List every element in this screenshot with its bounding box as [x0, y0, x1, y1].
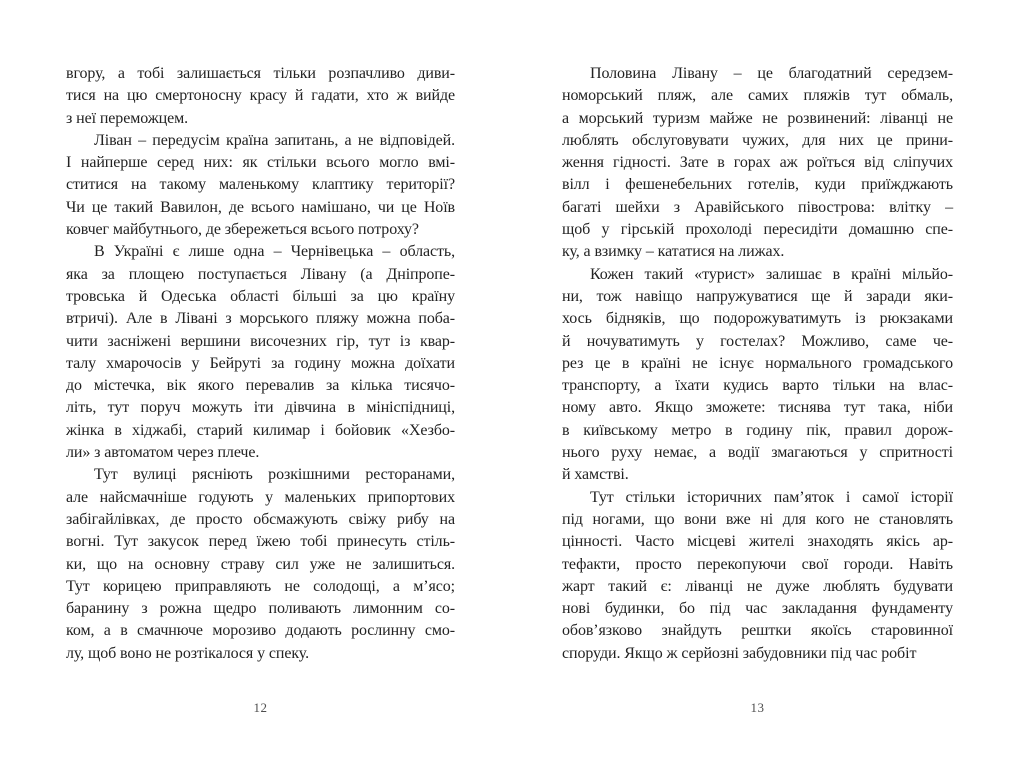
- text-line: обов’язково знайдуть рештки якоїсь старовинної: [562, 622, 953, 640]
- text-line: Чи це такий Вавилон, де всього намішано, чи це Ноїв: [66, 198, 455, 216]
- paragraph: [66, 130, 455, 241]
- text-line: хось бідняків, що подорожуватимуть із рюкзаками: [562, 310, 953, 328]
- text-line: ли» з автоматом через плече.: [66, 444, 260, 462]
- text-line: але найсмачніше годують у маленьких припортових: [66, 488, 455, 506]
- left-page-text-column: [66, 63, 455, 665]
- text-line: тровська й Одеська області більші за цю країну: [66, 287, 455, 305]
- text-line: жінка в хіджабі, старий килимар і бойовик «Хезбо-: [66, 421, 455, 439]
- right-page-text-column: [562, 63, 953, 665]
- text-line: з неї переможцем.: [66, 109, 189, 127]
- text-line: щоб у гірській прохолоді пересидіти домашню спе-: [562, 221, 953, 239]
- text-line: І найперше серед них: як стільки всього могло вмі-: [66, 154, 455, 172]
- text-line: вілл і фешенебельних готелів, куди приїжджають: [562, 176, 953, 194]
- text-line: й ночуватимуть у гостелах? Можливо, саме че-: [562, 332, 953, 350]
- text-line: ковчег майбутнього, де збережеться всього потроху?: [66, 221, 419, 239]
- text-line: ки, що на основну страву сил уже не залишиться.: [66, 555, 455, 573]
- text-line: талу хмарочосів у Бейруті за годину можна доїхати: [66, 354, 455, 372]
- text-line: цінності. Часто місцеві жителі знаходять якісь ар-: [562, 533, 953, 551]
- paragraph: [66, 464, 455, 665]
- text-line: лу, щоб воно не розтікалося у спеку.: [66, 644, 310, 662]
- text-line: ком, а в смачнюче морозиво додають рослинну смо-: [66, 622, 455, 640]
- text-line: яка за площею поступається Лівану (а Дніпропе-: [66, 265, 455, 283]
- text-line: ститися на такому маленькому клаптику території?: [66, 176, 455, 194]
- text-line: Половина Лівану – це благодатний середзем-: [590, 65, 953, 82]
- text-line: баранину з рожна щедро поливають лимонним со-: [66, 600, 455, 618]
- text-line: номорський пляж, але самих пляжів тут обмаль,: [562, 87, 953, 105]
- text-line: втричі). Але в Лівані з морського пляжу можна поба-: [66, 310, 455, 328]
- text-line: ження гідності. Зате в горах аж роїться від сліпучих: [562, 154, 953, 172]
- text-line: тефакти, просто перекопуючи свої городи. Навіть: [562, 555, 953, 573]
- text-line: вгору, а тобі залишається тільки розпачливо диви-: [66, 65, 455, 82]
- text-line: В Україні є лише одна – Чернівецька – область,: [94, 243, 455, 261]
- paragraph: [562, 63, 953, 264]
- text-line: ни, тож навіщо напружуватися ще й заради яки-: [562, 287, 953, 305]
- paragraph: [562, 264, 953, 487]
- text-line: Тут вулиці рясніють розкішними ресторанами,: [94, 466, 455, 484]
- text-line: під ногами, що вони вже ні для кого не становлять: [562, 510, 953, 528]
- text-line: нього руху немає, а водії змагаються у спритності: [562, 444, 953, 462]
- paragraph: [66, 63, 455, 130]
- text-line: транспорту, а їхати кудись варто тільки на влас-: [562, 377, 953, 395]
- paragraph: [562, 487, 953, 665]
- text-line: Тут стільки історичних пам’яток і самої історії: [590, 488, 953, 506]
- left-page-number: 12: [253, 700, 268, 715]
- text-line: люблять обслуговувати чужих, для них це прини-: [562, 131, 953, 149]
- text-line: а морський туризм майже не розвинений: ліванці не: [562, 109, 953, 127]
- text-line: багаті шейхи з Аравійського півострова: влітку –: [562, 198, 953, 216]
- text-line: споруди. Якщо ж серйозні забудовники під час робіт: [562, 644, 917, 662]
- text-line: й хамстві.: [562, 466, 629, 484]
- text-line: літь, тут поруч можуть іти дівчина в мініспідниці,: [66, 399, 455, 417]
- text-line: рез це в країні не існує нормального громадського: [562, 354, 953, 372]
- right-page-number: 13: [750, 700, 765, 715]
- text-line: до містечка, вік якого перевалив за кілька тисячо-: [66, 377, 455, 395]
- text-line: жарт такий є: ліванці не дуже люблять будувати: [562, 577, 953, 595]
- text-line: в київському метро в годину пік, правил дорож-: [562, 421, 953, 439]
- text-line: ному авто. Якщо зможете: тиснява тут така, ніби: [562, 399, 953, 417]
- text-line: Ліван – передусім країна запитань, а не відповідей.: [94, 131, 455, 149]
- text-line: забігайлівках, де просто обсмажують свіжу рибу на: [66, 510, 455, 528]
- text-line: тися на цю смертоносну красу й гадати, хто ж вийде: [66, 87, 455, 105]
- text-line: Тут корицею приправляють не солодощі, а м’ясо;: [66, 577, 455, 595]
- text-line: нові будинки, бо під час закладання фундаменту: [562, 600, 953, 618]
- text-line: чити засніжені вершини височезних гір, тут із квар-: [66, 332, 455, 350]
- text-line: ку, а взимку – кататися на лижах.: [562, 243, 785, 261]
- text-line: Кожен такий «турист» залишає в країні мільйо-: [590, 265, 953, 283]
- text-line: вогні. Тут закусок перед їжею тобі принесуть стіль-: [66, 533, 455, 551]
- paragraph: [66, 241, 455, 464]
